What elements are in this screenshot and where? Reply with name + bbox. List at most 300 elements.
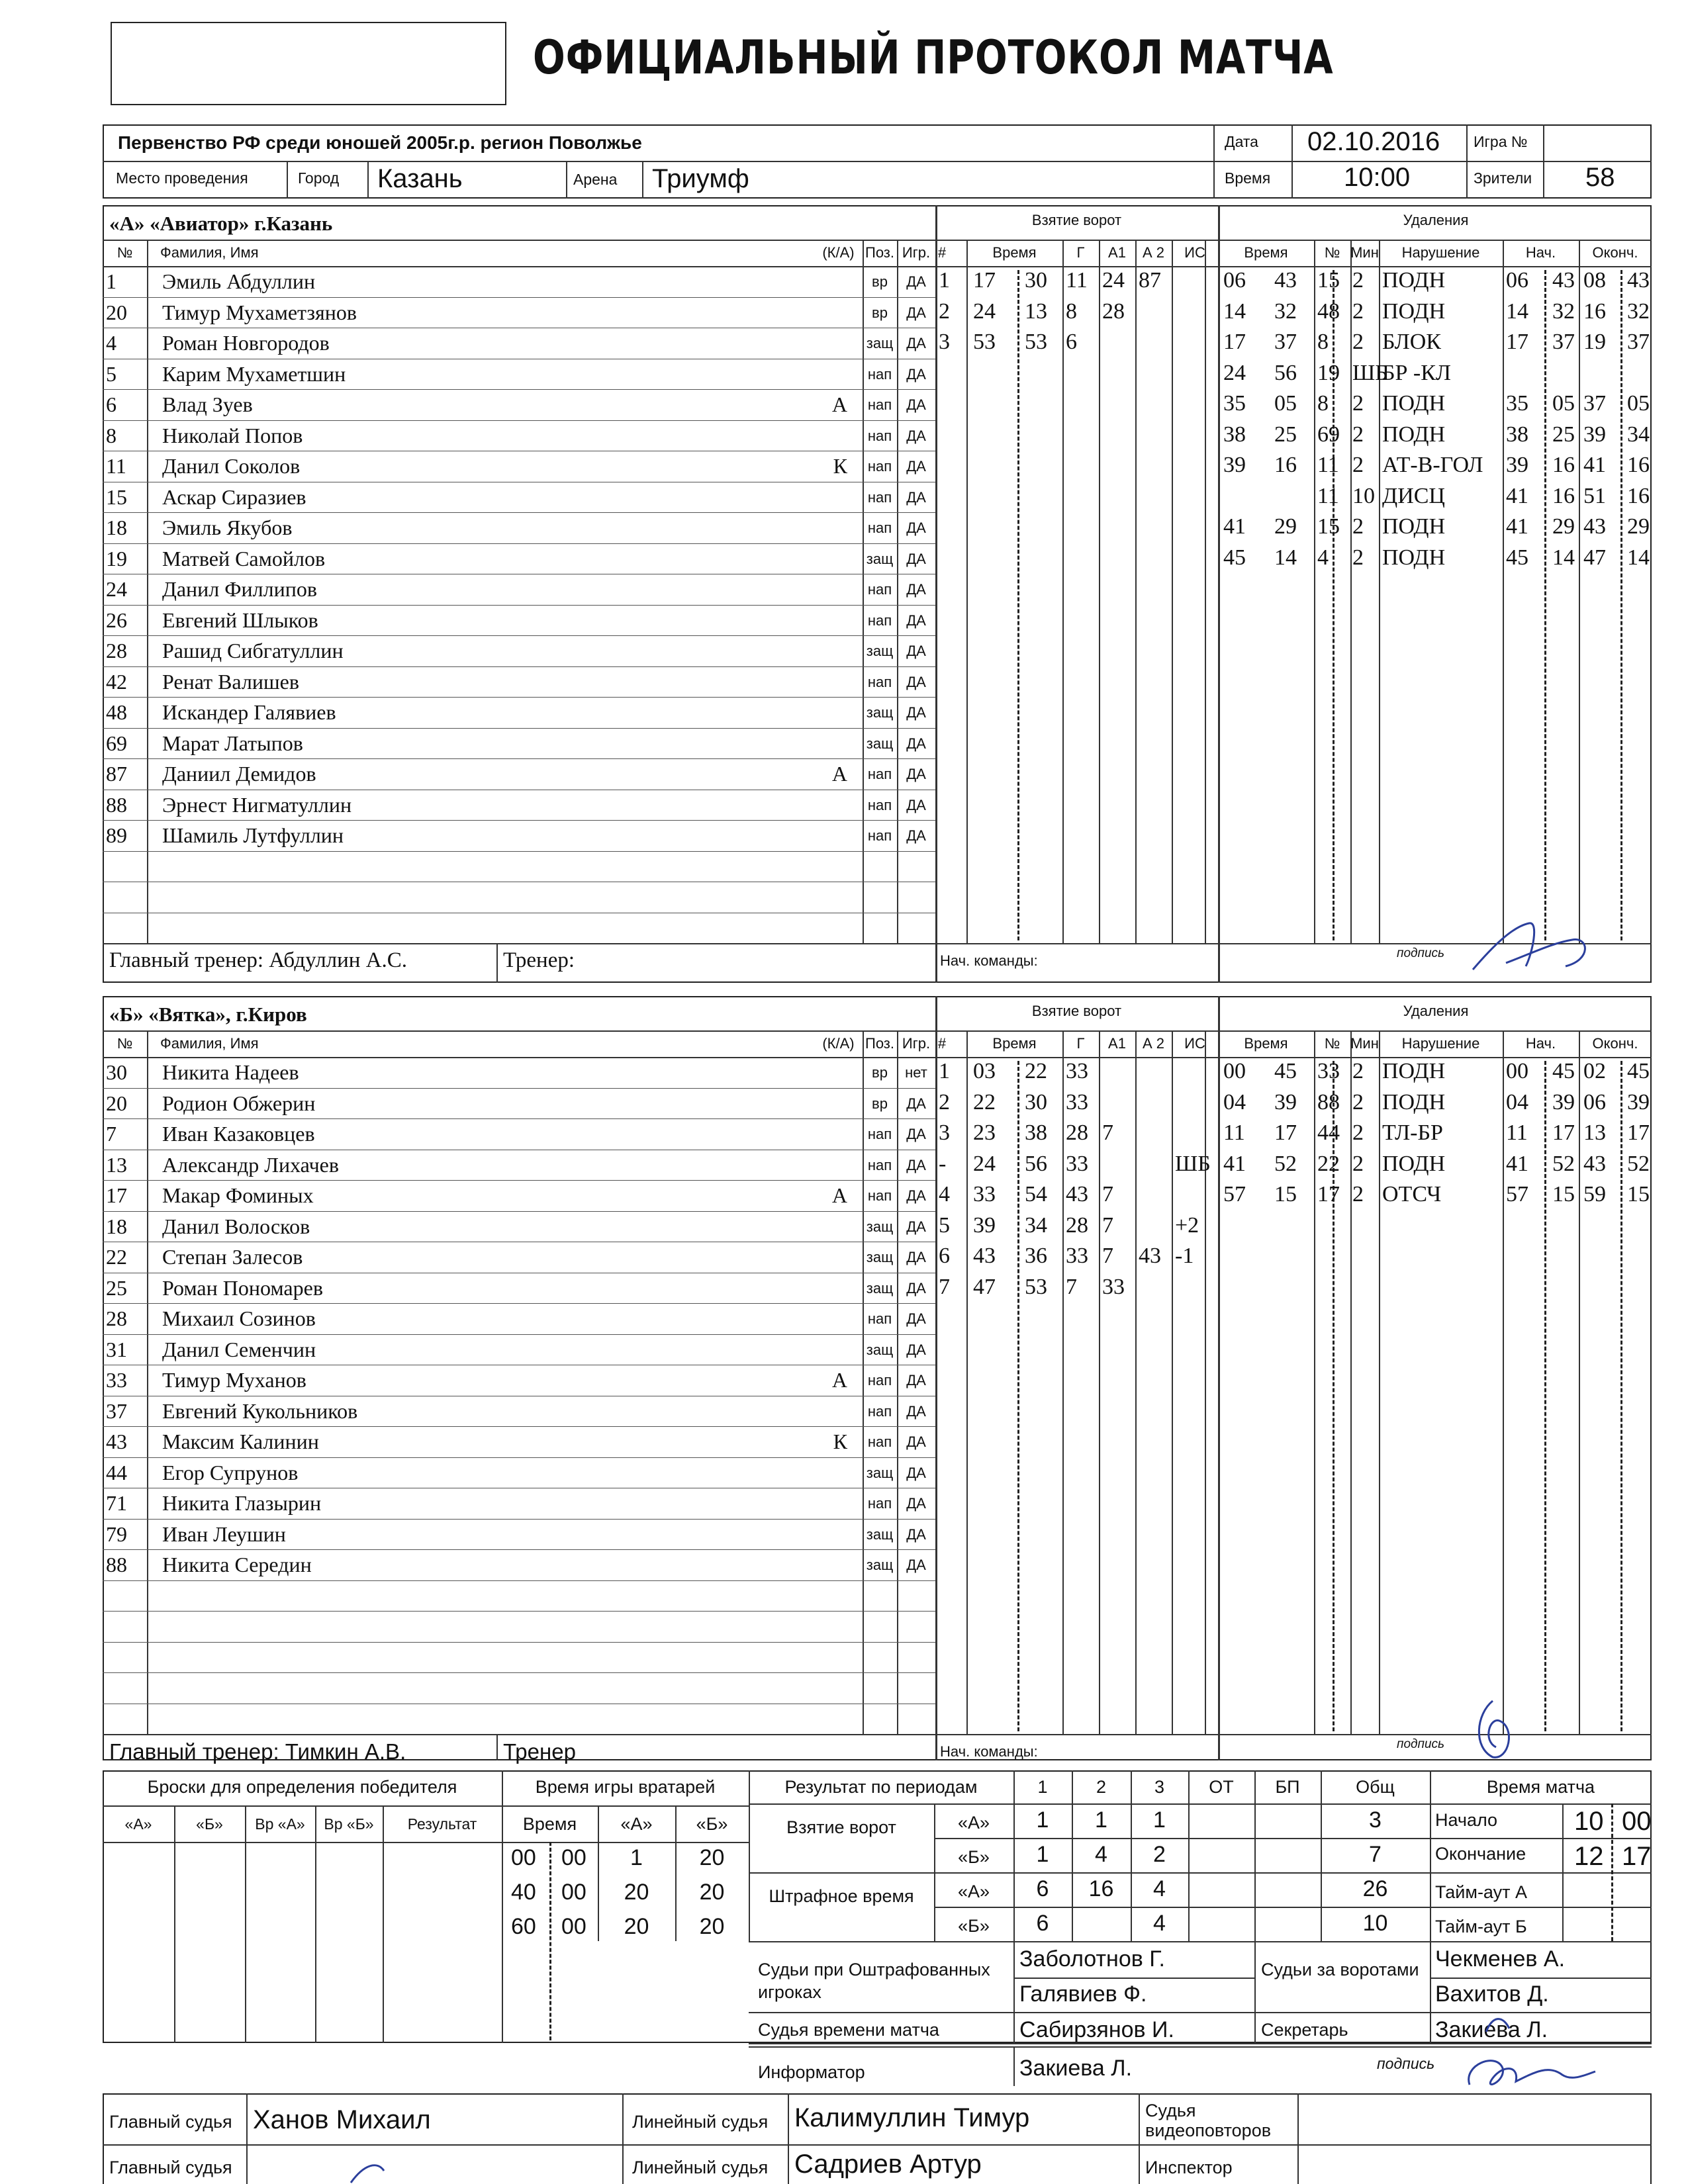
penalty-ess: 32 [1627,298,1650,324]
col-header-hash: # [937,244,947,261]
penalty-no: 69 [1317,422,1340,447]
row-line [103,1642,935,1643]
row-line [103,635,935,636]
secretary: Закиева Л. [1435,2017,1548,2042]
player-name: Матвей Самойлов [162,546,326,570]
shootout-title: Броски для определения победителя [147,1777,457,1797]
officials-signature-label: подпись [1377,2055,1435,2072]
signature-label: подпись [1397,1737,1445,1751]
divider [103,1057,1652,1058]
penalty-sm: 38 [1506,422,1528,447]
penalty-ess: 43 [1627,268,1650,293]
col-line [1218,996,1220,1760]
player-position: нап [867,458,892,475]
penalty-no: 15 [1317,268,1340,293]
col-header-g: Г [1076,1035,1085,1052]
goal-ss: 53 [1025,330,1047,354]
player-position: вр [872,1064,888,1081]
penalty-em: 37 [1583,391,1606,416]
team-chief-label: Нач. команды: [940,1743,1038,1760]
col-header-time: Время [992,244,1037,261]
penalty-sss: 29 [1552,514,1575,539]
row-line [103,389,935,390]
goal-no: 7 [939,1274,950,1299]
gk-time-min: 40 [511,1880,536,1905]
penalty-no: 4 [1317,545,1329,570]
team-title: «А» «Авиатор» г.Казань [109,212,333,235]
col-line [1218,205,1220,983]
divider [103,240,1652,241]
penalty-sm: 35 [1506,391,1528,416]
player-position: нап [867,1372,892,1388]
team-mark: «А» [957,1813,990,1833]
player-number: 87 [106,762,127,786]
row-line [103,1672,935,1673]
goal-a2: 87 [1139,268,1161,293]
player-number: 28 [106,639,127,662]
row-line [103,1180,935,1181]
goal-mm: 43 [973,1244,996,1268]
penalty-ss: 45 [1274,1059,1297,1083]
col-header-num: № [1324,244,1340,261]
gk-a: 1 [630,1845,643,1870]
player-position: нап [867,1126,892,1142]
player-number: 7 [106,1122,117,1146]
penalty-no: 11 [1317,453,1339,477]
penalty-sss: 39 [1552,1089,1575,1115]
player-played: нет [905,1064,927,1081]
city-value: Казань [377,164,463,193]
team-title: «Б» «Вятка», г.Киров [109,1003,307,1026]
penalty-judges-label: Судьи при Оштрафованных игроках [758,1960,990,2002]
shootout-col-result: Результат [407,1815,477,1833]
player-played: ДА [906,827,926,844]
penalty-sm: 00 [1506,1059,1528,1083]
period-value: 1 [1036,1842,1049,1867]
col-header-ka: (К/А) [822,244,855,261]
col-line [1205,240,1206,943]
player-played: ДА [906,612,926,629]
player-number: 25 [106,1275,127,1300]
col-line [147,1030,148,1734]
player-position: нап [867,427,892,444]
penalty-min: 2 [1352,545,1364,570]
player-position: нап [867,1187,892,1204]
row-line [103,1426,935,1427]
end-hour: 12 [1574,1842,1604,1871]
goal-g: 33 [1066,1151,1088,1176]
player-position: нап [867,827,892,844]
player-position: защ [866,550,894,567]
goal-no: 5 [939,1212,950,1238]
penalty-em: 02 [1583,1059,1606,1083]
penalty-min: 10 [1352,483,1375,508]
date-value: 02.10.2016 [1307,127,1440,156]
player-name: Данил Волосков [162,1214,310,1238]
col-header-min: Мин [1350,1035,1379,1052]
player-position: защ [866,1249,894,1265]
penalty-viol: ПОДН [1382,298,1446,324]
goal-is: +2 [1175,1212,1199,1238]
player-number: 43 [106,1430,127,1453]
venue-label: Место проведения [116,169,248,187]
player-name: Степан Залесов [162,1245,303,1269]
col-header-end: Оконч. [1592,1035,1638,1052]
penalty-mm: 14 [1223,298,1246,324]
goal-no: 6 [939,1244,950,1268]
col-line [1503,240,1504,943]
period-col-5: Общ [1356,1777,1395,1797]
penalty-ess: 05 [1627,391,1650,416]
coach: Тренер: [503,948,575,972]
player-played: ДА [906,458,926,475]
penalty-ess: 34 [1627,422,1650,447]
player-number: 1 [106,269,117,293]
player-position: вр [872,1095,888,1112]
penalty-sm: 04 [1506,1089,1528,1115]
signature-label: подпись [1397,946,1445,960]
player-number: 69 [106,731,127,755]
row-line [103,697,935,698]
goal-ss: 30 [1025,1089,1047,1115]
player-played: ДА [906,1495,926,1512]
goal-ss: 54 [1025,1182,1047,1206]
goal-ss: 34 [1025,1212,1047,1238]
row-line [103,420,935,421]
dash-line [1017,1061,1019,1731]
period-col-2: 3 [1154,1777,1165,1797]
penalty-min: 2 [1352,1120,1364,1145]
col-header-time: Время [992,1035,1037,1052]
penalty-no: 17 [1317,1182,1340,1206]
period-value: 1 [1036,1807,1049,1833]
blank-box [111,22,506,105]
end-label: Окончание [1435,1844,1526,1864]
player-number: 24 [106,577,127,601]
player-played: ДА [906,581,926,598]
col-header-a1: А1 [1108,1035,1126,1052]
gk-col-b: «Б» [696,1814,728,1834]
goal-ss: 56 [1025,1151,1047,1176]
goal-judge-1: Чекменев А. [1435,1946,1566,1972]
linesman-2-label: Линейный судья [632,2158,769,2177]
goal-a1: 7 [1102,1120,1113,1145]
player-played: ДА [906,335,926,351]
col-line [966,240,968,943]
goal-no: 2 [939,298,950,324]
goal-g: 7 [1066,1274,1077,1299]
row-line [103,1303,935,1304]
dash-line [1544,1061,1546,1731]
col-line [1062,1030,1064,1734]
signature-team-b [1463,1694,1523,1774]
penalty-mm: 41 [1223,514,1246,539]
player-played: ДА [906,1249,926,1265]
penalty-sm: 45 [1506,545,1528,570]
player-number: 18 [106,1214,127,1238]
penalty-em: 39 [1583,422,1606,447]
penalty-no: 19 [1317,360,1340,385]
informer: Закиева Л. [1019,2056,1133,2081]
col-line [1205,1030,1206,1734]
inspector-label: Инспектор [1145,2158,1233,2177]
pim-label: Штрафное время [769,1886,914,1906]
penalty-sm: 41 [1506,1151,1528,1176]
player-ka: А [831,392,847,416]
player-played: ДА [906,488,926,506]
divider [103,1030,1652,1032]
player-position: защ [866,735,894,752]
player-position: нап [867,1402,892,1420]
team-mark: «Б» [958,1847,990,1867]
player-number: 11 [106,454,126,478]
penalty-mm: 57 [1223,1182,1246,1206]
player-played: ДА [906,1464,926,1481]
match-time-title: Время матча [1486,1777,1595,1797]
gk-b: 20 [699,1880,725,1905]
penalty-viol: ДИСЦ [1382,483,1445,508]
penalty-ss: 17 [1274,1120,1297,1145]
penalty-mm: 41 [1223,1151,1246,1176]
penalty-sss: 43 [1552,268,1575,293]
col-header-igr: Игр. [902,244,931,261]
gk-b: 20 [699,1914,725,1939]
goal-no: 3 [939,330,950,354]
player-position: нап [867,1310,892,1327]
goal-mm: 03 [973,1059,996,1083]
timeout-b-label: Тайм-аут Б [1435,1917,1527,1936]
gk-col-a: «А» [620,1814,653,1834]
secretary-label: Секретарь [1261,2020,1348,2040]
player-name: Шамиль Лутфуллин [162,823,344,847]
goal-a2: 43 [1139,1244,1161,1268]
shootout-col-a: «А» [124,1815,152,1833]
col-line [1099,240,1100,943]
col-header-min: Мин [1350,244,1379,261]
player-number: 22 [106,1245,127,1269]
row-line [103,1088,935,1089]
penalty-mm: 00 [1223,1059,1246,1083]
col-line [1379,240,1380,943]
penalty-em: 47 [1583,545,1606,570]
player-position: защ [866,1279,894,1297]
goals-title: Взятие ворот [1031,1003,1122,1019]
penalty-sss: 25 [1552,422,1575,447]
row-line [103,1211,935,1212]
period-value: 6 [1036,1876,1049,1901]
goal-mm: 22 [973,1089,996,1115]
col-line [1579,1030,1580,1734]
goal-judge-2: Вахитов Д. [1435,1981,1549,2007]
player-played: ДА [906,1341,926,1358]
player-number: 42 [106,669,127,694]
goal-mm: 24 [973,1151,996,1176]
penalty-min: 2 [1352,298,1364,324]
gk-a: 20 [624,1880,649,1905]
player-name: Роман Пономарев [162,1275,323,1300]
row-line [103,758,935,759]
penalty-sss: 15 [1552,1182,1575,1206]
penalty-sm: 41 [1506,514,1528,539]
penalty-sm: 17 [1506,330,1528,354]
penalty-min: 2 [1352,1059,1364,1083]
spectators-value: 58 [1585,163,1615,192]
penalty-min: 2 [1352,391,1364,416]
penalty-sss: 16 [1552,483,1575,508]
gk-a: 20 [624,1914,649,1939]
goal-a1: 33 [1102,1274,1125,1299]
player-position: защ [866,1525,894,1543]
goal-no: - [939,1151,947,1176]
penalty-mm: 35 [1223,391,1246,416]
informer-label: Информатор [758,2062,865,2082]
gk-col-time: Время [522,1814,577,1834]
col-header-time: Время [1244,1035,1288,1052]
penalty-em: 41 [1583,453,1606,477]
dash-line [1544,270,1546,940]
row-line [103,1549,935,1550]
penalty-em: 08 [1583,268,1606,293]
team-chief-label: Нач. команды: [940,952,1038,969]
head-coach: Главный тренер: Абдуллин А.С. [109,948,408,972]
player-name: Искандер Галявиев [162,700,336,724]
goal-g: 33 [1066,1089,1088,1115]
player-name: Никита Глазырин [162,1491,322,1515]
penalty-em: 19 [1583,330,1606,354]
player-name: Эмиль Абдуллин [162,269,316,293]
penalty-ess: 16 [1627,483,1650,508]
player-name: Макар Фоминых [162,1183,314,1207]
penalty-ess: 17 [1627,1120,1650,1145]
row-line [103,728,935,729]
penalty-sss: 45 [1552,1059,1575,1083]
time-value: 10:00 [1344,163,1411,192]
penalty-em: 43 [1583,1151,1606,1176]
penalty-no: 8 [1317,330,1329,354]
penalty-viol: БЛОК [1382,330,1441,354]
penalty-no: 33 [1317,1059,1340,1083]
gk-time-min: 60 [511,1914,536,1939]
col-line [1135,240,1137,943]
penalty-viol: ПОДН [1382,1089,1446,1115]
player-number: 20 [106,1091,127,1115]
player-name: Данил Соколов [162,454,301,478]
penalty-no: 22 [1317,1151,1340,1176]
head-coach: Главный тренер: Тимкин А.В. [109,1739,406,1764]
player-number: 31 [106,1337,127,1361]
col-header-igr: Игр. [902,1035,931,1052]
col-line [1503,1030,1504,1734]
period-value: 4 [1153,1911,1166,1936]
goal-is: ШБ [1175,1151,1211,1176]
time-label: Время [1225,169,1271,187]
gk-time-min: 00 [511,1845,536,1870]
period-value: 10 [1362,1911,1388,1936]
player-played: ДА [906,1095,926,1112]
dash-line [1620,1061,1622,1731]
player-name: Егор Супрунов [162,1460,299,1484]
col-header-name: Фамилия, Имя [160,244,259,261]
arena-label: Арена [573,171,618,188]
penalty-sm: 41 [1506,483,1528,508]
col-header-violation: Нарушение [1401,244,1480,261]
penalty-ss: 32 [1274,298,1297,324]
player-position: вр [872,304,888,321]
goal-a1: 7 [1102,1244,1113,1268]
goal-a1: 24 [1102,268,1125,293]
penalty-min: 2 [1352,1182,1364,1206]
penalty-min: 2 [1352,514,1364,539]
player-name: Иван Леушин [162,1522,286,1546]
video-judge-label: Судья видеоповторов [1145,2101,1272,2140]
player-name: Данил Филлипов [162,577,317,601]
player-name: Ренат Валишев [162,669,299,694]
row-line [103,1580,935,1581]
player-name: Влад Зуев [162,392,253,416]
row-line [103,1118,935,1119]
linesman-2-name: Садриев Артур [794,2150,982,2179]
col-line [1314,240,1315,943]
col-line [935,996,937,1760]
player-number: 5 [106,361,117,386]
goal-g: 11 [1066,268,1088,293]
col-line [147,240,148,943]
divider [103,266,1652,267]
goal-mm: 53 [973,330,996,354]
player-name: Аскар Сиразиев [162,484,306,509]
penalty-ss: 52 [1274,1151,1297,1176]
player-number: 89 [106,823,127,847]
player-position: нап [867,796,892,813]
col-line [1062,240,1064,943]
col-header-start: Нач. [1525,1035,1556,1052]
goal-mm: 39 [973,1212,996,1238]
player-played: ДА [906,1402,926,1420]
gk-time-sec: 00 [561,1914,586,1939]
penalty-sm: 14 [1506,298,1528,324]
penalty-viol: ПОДН [1382,391,1446,416]
player-number: 18 [106,516,127,539]
goal-no: 1 [939,1059,950,1083]
player-ka: А [831,1183,847,1207]
penalties-title: Удаления [1403,1003,1469,1019]
player-number: 4 [106,331,117,355]
player-played: ДА [906,396,926,413]
player-number: 88 [106,792,127,817]
penalty-min: 2 [1352,1151,1364,1176]
col-line [966,1030,968,1734]
championship: Первенство РФ среди юношей 2005г.р. регион Поволжье [118,132,642,153]
player-name: Эрнест Нигматуллин [162,792,352,817]
goal-mm: 24 [973,298,996,324]
goal-ss: 38 [1025,1120,1047,1145]
col-header-is: ИС [1184,1035,1205,1052]
penalty-min: 2 [1352,268,1364,293]
player-played: ДА [906,365,926,383]
period-col-1: 2 [1096,1777,1107,1797]
goal-a1: 7 [1102,1182,1113,1206]
goal-is: -1 [1175,1244,1194,1268]
goal-no: 2 [939,1089,950,1115]
penalty-judge-2: Галявиев Ф. [1019,1981,1147,2007]
penalty-sm: 57 [1506,1182,1528,1206]
player-position: нап [867,1156,892,1173]
timekeeper: Сабирзянов И. [1019,2017,1174,2042]
penalty-mm: 17 [1223,330,1246,354]
goal-g: 28 [1066,1120,1088,1145]
player-number: 26 [106,608,127,632]
player-played: ДА [906,1156,926,1173]
